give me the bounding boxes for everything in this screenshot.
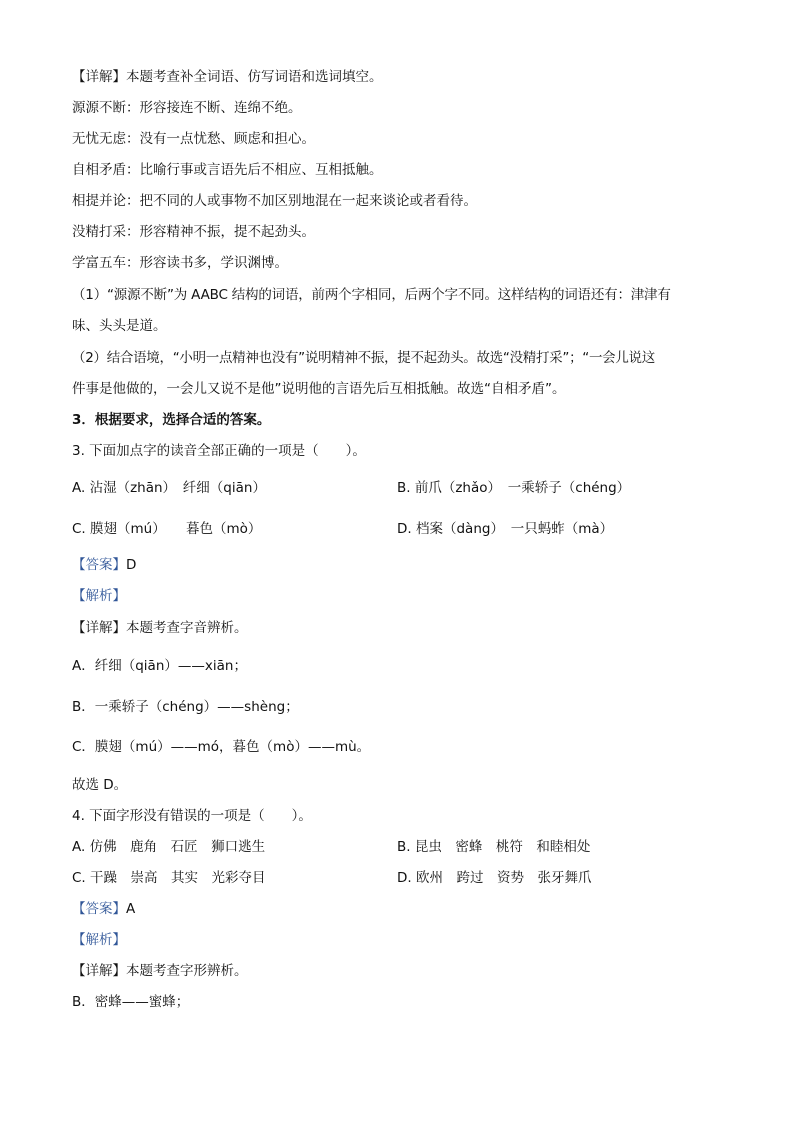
- q4-answer-line: [72, 900, 135, 918]
- q3-option-a: A. 沾湿（zhān） 纤细（qiān）: [72, 480, 266, 496]
- part1-line2: 味、头头是道。: [72, 318, 167, 334]
- q4-stem: 4. 下面字形没有错误的一项是（ ）。: [72, 808, 312, 824]
- answer-value: D: [126, 557, 137, 573]
- detail-text: 本题考查字音辨析。: [126, 620, 248, 636]
- definition-3: 自相矛盾：比喻行事或言语先后不相应、互相抵触。: [72, 162, 383, 178]
- q3-conclusion: 故选 D。: [72, 777, 128, 793]
- definition-5: 没精打采：形容精神不振，提不起劲头。: [72, 224, 315, 240]
- q4-option-c: C. 干躁 崇高 其实 光彩夺目: [72, 870, 266, 886]
- q3-answer-line: [72, 556, 136, 574]
- q3-fix-a: A．纤细（qiān）——xiān；: [72, 658, 247, 674]
- part2-line2: 件事是他做的，一会儿又说不是他”说明他的言语先后互相抵触。故选“自相矛盾”。: [72, 381, 566, 397]
- q4-detail-line: [72, 962, 248, 980]
- part1-line1: （1）“源源不断”为 AABC 结构的词语，前两个字相同，后两个字不同。这样结构的词语还有：津津有: [72, 287, 671, 303]
- answer-value: A: [126, 901, 136, 917]
- q3-stem: 3. 下面加点字的读音全部正确的一项是（ ）。: [72, 443, 366, 459]
- q3-option-d: D. 档案（dàng） 一只蚂蚱（mà）: [397, 521, 614, 537]
- q3-option-c: C. 膜翅（mú） 暮色（mò）: [72, 521, 262, 537]
- q4-analysis-tag: 【解析】: [72, 932, 126, 948]
- answer-tag: 【答案】: [72, 901, 126, 917]
- part2-line1: （2）结合语境，“小明一点精神也没有”说明精神不振，提不起劲头。故选“没精打采”；“一会儿说这: [72, 350, 655, 366]
- q2-detail-line: [72, 68, 383, 86]
- definition-1: 源源不断：形容接连不断、连绵不绝。: [72, 100, 302, 116]
- q3-option-b: B. 前爪（zhǎo） 一乘轿子（chéng）: [397, 480, 631, 496]
- detail-tag: 【详解】: [72, 620, 126, 636]
- q4-option-d: D. 欧州 跨过 资势 张牙舞爪: [397, 870, 592, 886]
- detail-text: 本题考查补全词语、仿写词语和选词填空。: [126, 69, 383, 85]
- q4-fix-b: B．密蜂——蜜蜂；: [72, 994, 190, 1010]
- section-heading: 3．根据要求，选择合适的答案。: [72, 412, 271, 428]
- q3-analysis-tag: 【解析】: [72, 588, 126, 604]
- answer-tag: 【答案】: [72, 557, 126, 573]
- definition-6: 学富五车：形容读书多，学识渊博。: [72, 255, 288, 271]
- definition-2: 无忧无虑：没有一点忧愁、顾虑和担心。: [72, 131, 315, 147]
- q4-option-a: A. 仿佛 鹿角 石匠 狮口逃生: [72, 839, 266, 855]
- q3-detail-line: [72, 619, 248, 637]
- q3-fix-c: C．膜翅（mú）——mó，暮色（mò）——mù。: [72, 739, 371, 755]
- q4-option-b: B. 昆虫 密蜂 桃符 和睦相处: [397, 839, 591, 855]
- q3-fix-b: B．一乘轿子（chéng）——shèng；: [72, 699, 299, 715]
- detail-tag: 【详解】: [72, 963, 126, 979]
- detail-text: 本题考查字形辨析。: [126, 963, 248, 979]
- definition-4: 相提并论：把不同的人或事物不加区别地混在一起来谈论或者看待。: [72, 193, 477, 209]
- detail-tag: 【详解】: [72, 69, 126, 85]
